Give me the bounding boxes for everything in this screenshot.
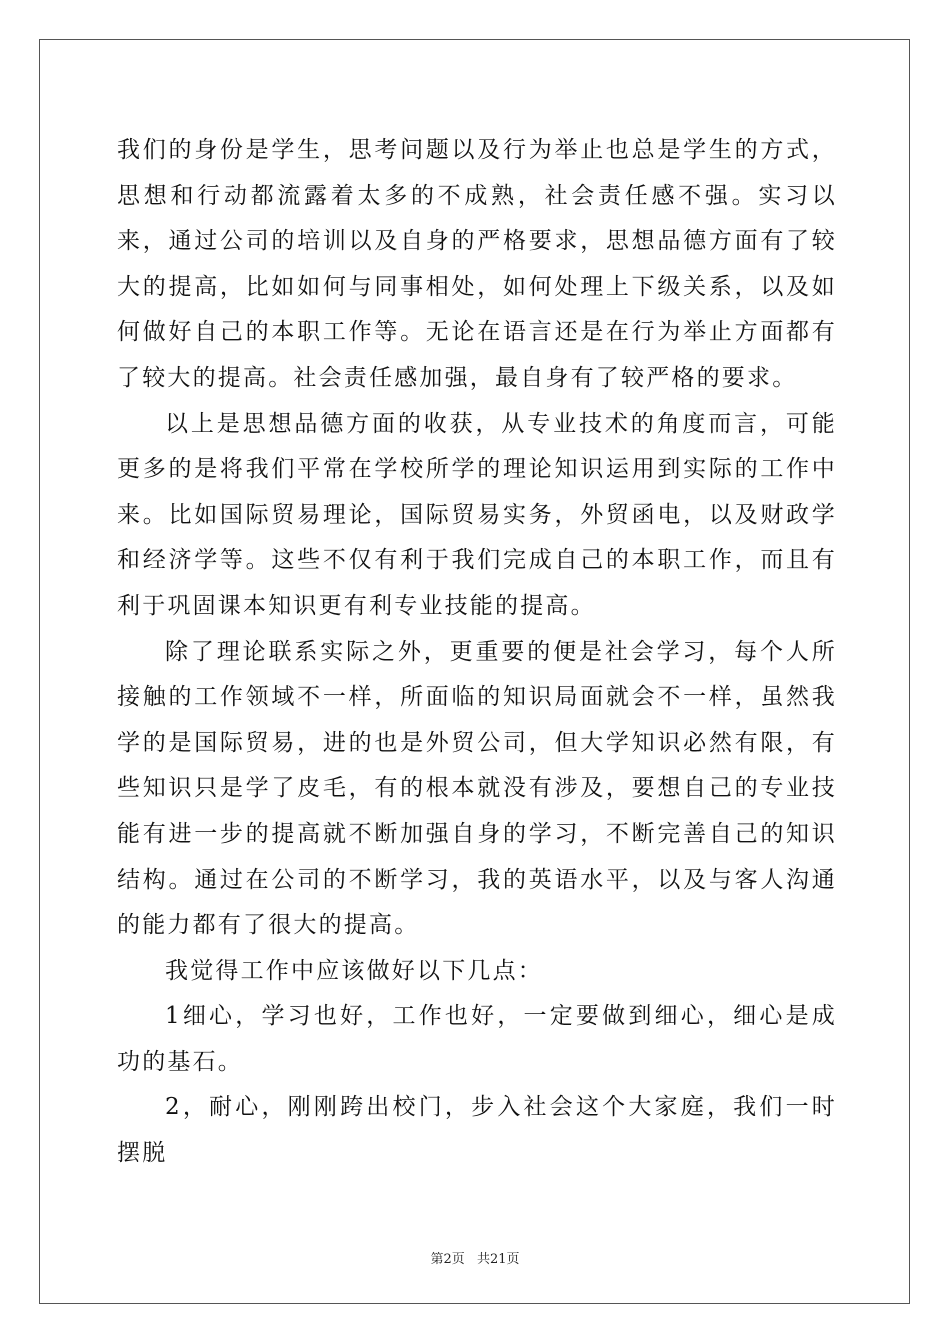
paragraph-3: 除了理论联系实际之外，更重要的便是社会学习，每个人所接触的工作领域不一样，所面临的知识局面就会不一样，虽然我学的是国际贸易，进的也是外贸公司，但大学知识必然有限，有些知识只是学了皮毛，有的根本就没有涉及，要想自己的专业技能有进一步的提高就不断加强自身的学习，不断完善自己的知识结构。通过在公司的不断学习，我的英语水平，以及与客人沟通的能力都有了很大的提高。 (117, 638, 837, 939)
paragraph-4: 我觉得工作中应该做好以下几点： (165, 957, 543, 984)
page-total: 共21页 (476, 1252, 520, 1267)
paragraph-6: 2，耐心，刚刚跨出校门，步入社会这个大家庭，我们一时摆脱 (117, 1094, 837, 1167)
page-footer (0, 1248, 950, 1267)
paragraph-5: 1细心，学习也好，工作也好，一定要做到细心，细心是成功的基石。 (117, 1003, 837, 1075)
page-number: 第2页 (430, 1252, 465, 1267)
paragraph-1: 我们的身份是学生，思考问题以及行为举止也总是学生的方式，思想和行动都流露着太多的不成熟，社会责任感不强。实习以来，通过公司的培训以及自身的严格要求，思想品德方面有了较大的提高，比如如何与同事相处，如何处理上下级关系，以及如何做好自己的本职工作等。无论在语言还是在行为举止方面都有了较大的提高。社会责任感加强，最自身有了较严格的要求。 (117, 137, 837, 391)
document-body (117, 128, 837, 1177)
paragraph-2: 以上是思想品德方面的收获，从专业技术的角度而言，可能更多的是将我们平常在学校所学的理论知识运用到实际的工作中来。比如国际贸易理论，国际贸易实务，外贸函电，以及财政学和经济学等。这些不仅有利于我们完成自己的本职工作，而且有利于巩固课本知识更有利专业技能的提高。 (117, 410, 837, 619)
